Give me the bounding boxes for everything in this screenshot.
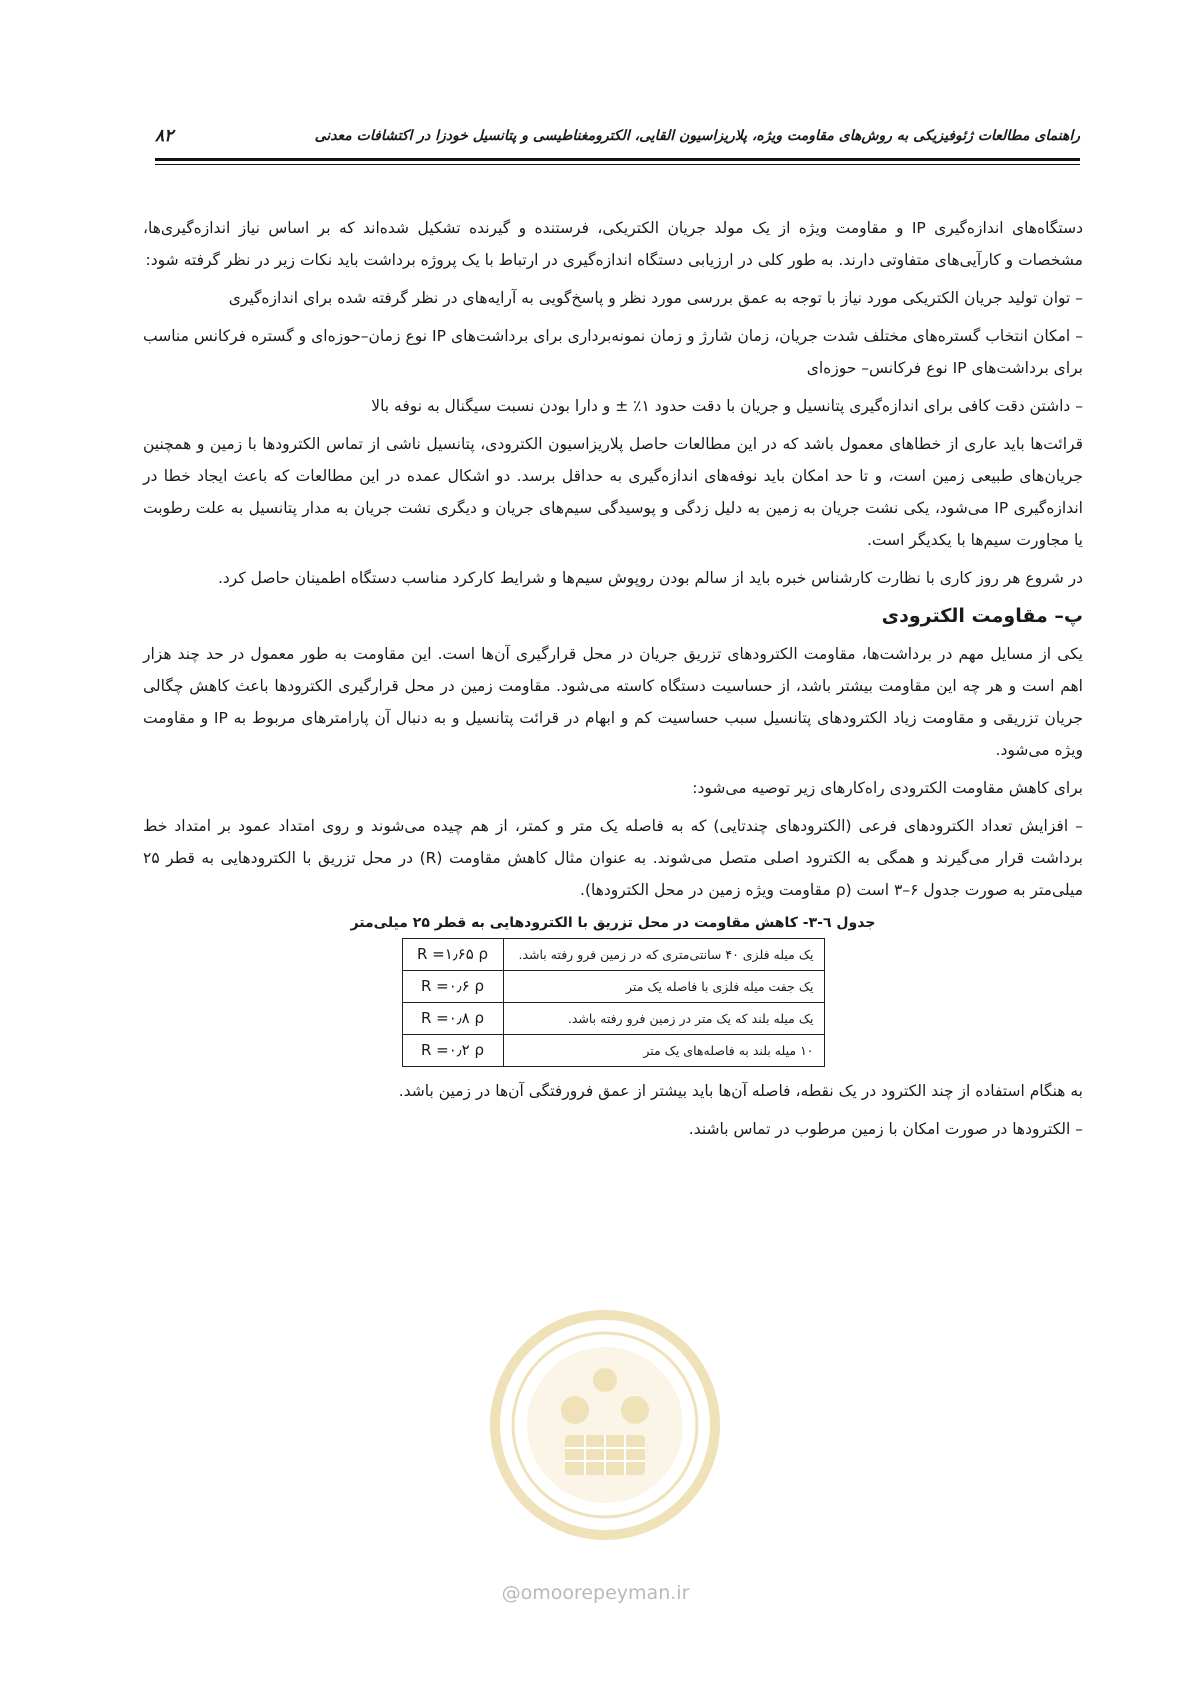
header-rule-thick [155,158,1080,161]
paragraph: به هنگام استفاده از چند الکترود در یک نقطه، فاصله آن‌ها باید بیشتر از عمق فرورفتگی آن‌ها در زمین باشد. [398,1082,1083,1100]
paragraph: قرائت‌ها باید عاری از خطاهای معمول باشد که در این مطالعات حاصل پلاریزاسیون الکترودی، پتانسیل ناشی از تماس الکترودها با زمین و همچنین جریان‌های طبیعی زمین است، و تا حد امکان باید نوفه‌های اندازه‌گیری به حداقل برسد. دو اشکال عمده در این مطالعات که باعث ایجاد خطا در اندازه‌گیری IP می‌شود، یکی نشت جریان به زمین به دلیل زدگی و پوسیدگی سیم‌های جریان و دیگری نشت جریان به مدار پتانسیل به علت رطوبت یا مجاورت سیم‌ها با یکدیگر است. [143,435,1083,549]
table-cell-description: یک جفت میله فلزی با فاصله یک متر [503,971,824,1003]
paragraph: در شروع هر روز کاری با نظارت کارشناس خبره باید از سالم بودن روپوش سیم‌ها و شرایط کارکرد مناسب دستگاه اطمینان حاصل کرد. [217,569,1083,587]
watermark-site-text: @omoorepeyman.ir [501,1582,690,1604]
header-title: راهنمای مطالعات ژئوفیزیکی به روش‌های مقاومت ویژه، پلاریزاسیون القایی، الکترومغناطیسی و پتانسیل خودزا در اکتشافات معدنی [314,128,1080,144]
paragraph: دستگاه‌های اندازه‌گیری IP و مقاومت ویژه از یک مولد جریان الکتریکی، فرستنده و گیرنده تشکیل شده‌اند که بر اساس نیاز اندازه‌گیری‌ها، مشخصات و کارآیی‌های متفاوتی دارند. به طور کلی در ارزیابی دستگاه اندازه‌گیری در ارتباط با یک پروژه برداشت باید نکات زیر در نظر گرفته شود: [143,219,1083,269]
table-row [402,1035,824,1067]
table-cell-value: R =۰٫۶ ρ [402,971,503,1003]
table-cell-description: یک میله بلند که یک متر در زمین فرو رفته باشد. [503,1003,824,1035]
bullet-item: – امکان انتخاب گستره‌های مختلف شدت جریان، زمان شارژ و زمان نمونه‌برداری برای برداشت‌های IP نوع زمان–حوزه‌ای و گستره فرکانس مناسب برای برداشت‌های IP نوع فرکانس– حوزه‌ای [143,327,1083,377]
body-text [143,212,1083,1151]
table-cell-value: R =۰٫۲ ρ [402,1035,503,1067]
page-number: ۸۲ [155,126,174,146]
table-wrapper [143,938,1083,1067]
table-cell-value: R =۰٫۸ ρ [402,1003,503,1035]
resistance-table [402,938,825,1067]
table-cell-description: ۱۰ میله بلند به فاصله‌های یک متر [503,1035,824,1067]
bullet-item: – توان تولید جریان الکتریکی مورد نیاز با توجه به عمق بررسی مورد نظر و پاسخ‌گویی به آرایه‌های در نظر گرفته شده برای اندازه‌گیری [228,289,1083,307]
watermark-seal-icon [480,1300,730,1560]
table-row [402,971,824,1003]
running-header [155,126,1080,160]
bullet-item: – داشتن دقت کافی برای اندازه‌گیری پتانسیل و جریان با دقت حدود ۱٪ ± و دارا بودن نسبت سیگنال به نوفه بالا [371,397,1083,415]
table-cell-description: یک میله فلزی ۴۰ سانتی‌متری که در زمین فرو رفته باشد. [503,939,824,971]
bullet-item: – الکترودها در صورت امکان با زمین مرطوب در تماس باشند. [688,1120,1083,1138]
paragraph: برای کاهش مقاومت الکترودی راه‌کارهای زیر توصیه می‌شود: [692,779,1083,797]
table-cell-value: R =۱٫۶۵ ρ [402,939,503,971]
paragraph: یکی از مسایل مهم در برداشت‌ها، مقاومت الکترودهای تزریق جریان در محل قرارگیری آن‌ها است. این مقاومت به طور معمول در حد چند هزار اهم است و هر چه این مقاومت بیشتر باشد، از حساسیت دستگاه کاسته می‌شود. مقاومت زمین در محل قرارگیری الکترودها باعث کاهش چگالی جریان تزریقی و مقاومت زیاد الکترودهای پتانسیل سبب حساسیت کم و ابهام در قرائت پتانسیل و به دنبال آن پارامترهای مربوط به IP و مقاومت ویژه می‌شود. [143,645,1083,759]
header-rule-thin [155,164,1080,165]
bullet-item: – افزایش تعداد الکترودهای فرعی (الکترودهای چندتایی) که به فاصله یک متر و کمتر، از هم چیده می‌شوند و روی امتداد عمود بر امتداد خط برداشت قرار می‌گیرند و همگی به الکترود اصلی متصل می‌شوند. به عنوان مثال کاهش مقاومت (R) در محل تزریق با الکترودهایی به قطر ۲۵ میلی‌متر به صورت جدول ۶–۳ است (ρ مقاومت ویژه زمین در محل الکترودها). [143,817,1083,899]
table-row [402,939,824,971]
table-caption: جدول ٦-٣- کاهش مقاومت در محل تزریق با الکترودهایی به قطر ۲۵ میلی‌متر [350,915,876,931]
table-row [402,1003,824,1035]
section-heading: پ– مقاومت الکترودی [881,605,1083,627]
